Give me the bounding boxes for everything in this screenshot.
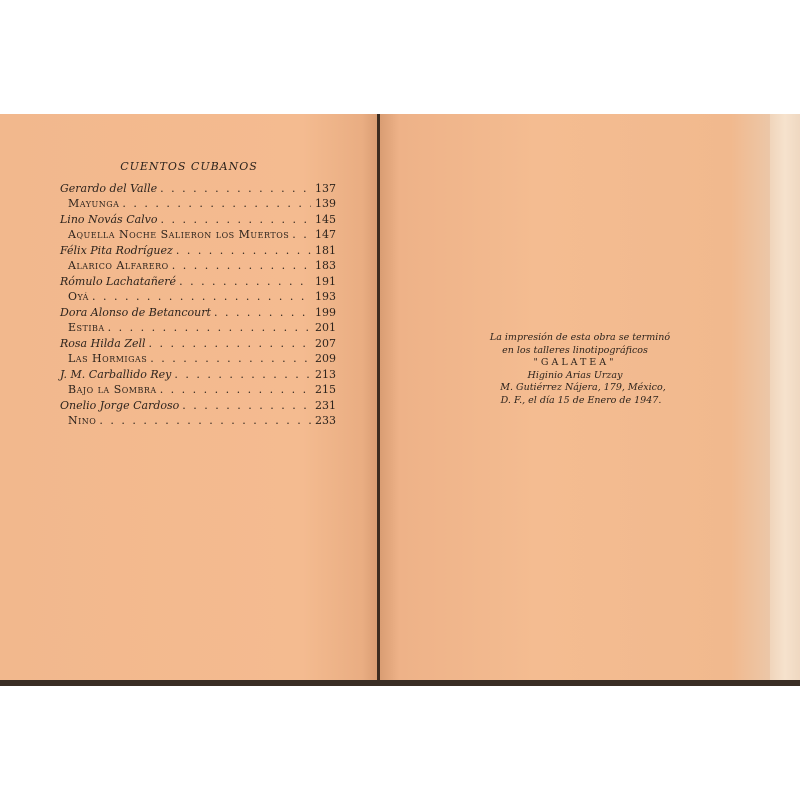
table-of-contents <box>0 114 378 680</box>
author-line <box>60 337 336 352</box>
contents-entry <box>60 337 336 366</box>
page-number: 213 <box>315 368 336 381</box>
dot-leader <box>172 259 311 274</box>
colophon-line: D. F., el día 15 de Enero de 1947. <box>500 394 662 406</box>
open-book <box>0 114 800 686</box>
colophon-line: en los talleres linotipográficos <box>502 344 648 356</box>
page-number: 233 <box>315 413 336 427</box>
author-line <box>60 275 336 290</box>
dot-leader <box>174 368 311 383</box>
page-number: 201 <box>315 320 336 334</box>
dot-leader <box>149 337 311 352</box>
dot-leader <box>99 414 311 429</box>
contents-heading: CUENTOS CUBANOS <box>120 160 258 173</box>
author-name: Dora Alonso de Betancourt <box>60 306 211 319</box>
dot-leader <box>179 275 311 290</box>
story-line <box>60 228 336 243</box>
story-name: Mayunga <box>68 196 120 210</box>
contents-entry <box>60 399 336 428</box>
author-line <box>60 399 336 414</box>
page-number: 215 <box>315 382 336 396</box>
contents-entry <box>60 244 336 273</box>
colophon-line: Higinio Arias Urzay <box>527 369 623 381</box>
story-line <box>60 321 336 336</box>
contents-entry <box>60 306 336 335</box>
contents-entry <box>60 275 336 304</box>
story-line <box>60 197 336 212</box>
author-line <box>60 244 336 259</box>
colophon <box>380 332 770 408</box>
dot-leader <box>176 244 311 259</box>
author-name: Lino Novás Calvo <box>60 213 158 226</box>
page-number: 145 <box>315 213 336 226</box>
dot-leader <box>160 383 311 398</box>
author-line <box>60 306 336 321</box>
dot-leader <box>92 290 311 305</box>
author-line <box>60 368 336 383</box>
dot-leader <box>292 228 311 243</box>
contents-entry <box>60 368 336 397</box>
author-line <box>60 182 336 197</box>
story-line <box>60 414 336 429</box>
dot-leader <box>150 352 311 367</box>
author-line <box>60 213 336 228</box>
story-line <box>60 383 336 398</box>
left-page <box>0 114 378 680</box>
page-edges <box>770 114 800 680</box>
author-name: Rosa Hilda Zell <box>60 337 146 350</box>
colophon-line: La impresión de esta obra se terminó <box>489 332 671 343</box>
author-name: Onelio Jorge Cardoso <box>60 399 180 412</box>
story-name: Aquella Noche Salieron los Muertos <box>68 227 290 241</box>
page-number: 139 <box>315 196 336 210</box>
page-number: 181 <box>315 244 336 257</box>
dot-leader <box>182 399 311 414</box>
dot-leader <box>108 321 311 336</box>
dot-leader <box>214 306 311 321</box>
story-name: Oyá <box>68 289 89 303</box>
page-number: 231 <box>315 399 336 412</box>
page-number: 147 <box>315 227 336 241</box>
page-number: 193 <box>315 289 336 303</box>
colophon-line: "GALATEA" <box>533 357 617 369</box>
author-name: Rómulo Lachatañeré <box>60 275 177 288</box>
contents-entry <box>60 213 336 242</box>
story-line <box>60 259 336 274</box>
story-name: Las Hormigas <box>68 351 148 365</box>
colophon-line: M. Gutiérrez Nájera, 179, México, <box>500 382 666 394</box>
story-line <box>60 352 336 367</box>
page-number: 191 <box>315 275 336 288</box>
contents-list <box>60 182 336 430</box>
story-line <box>60 290 336 305</box>
author-name: J. M. Carballido Rey <box>60 368 172 381</box>
page-number: 183 <box>315 258 336 272</box>
page-number: 209 <box>315 351 336 365</box>
page-number: 137 <box>315 182 336 195</box>
author-name: Gerardo del Valle <box>60 182 158 195</box>
story-name: Bajo la Sombra <box>68 382 157 396</box>
dot-leader <box>122 197 311 212</box>
author-name: Félix Pita Rodríguez <box>60 244 173 257</box>
contents-entry <box>60 182 336 211</box>
page-number: 207 <box>315 337 336 350</box>
story-name: Estiba <box>68 320 105 334</box>
story-name: Nino <box>68 413 97 427</box>
page-number: 199 <box>315 306 336 319</box>
dot-leader <box>161 213 311 228</box>
dot-leader <box>160 182 311 197</box>
story-name: Alarico Alfarero <box>68 258 169 272</box>
